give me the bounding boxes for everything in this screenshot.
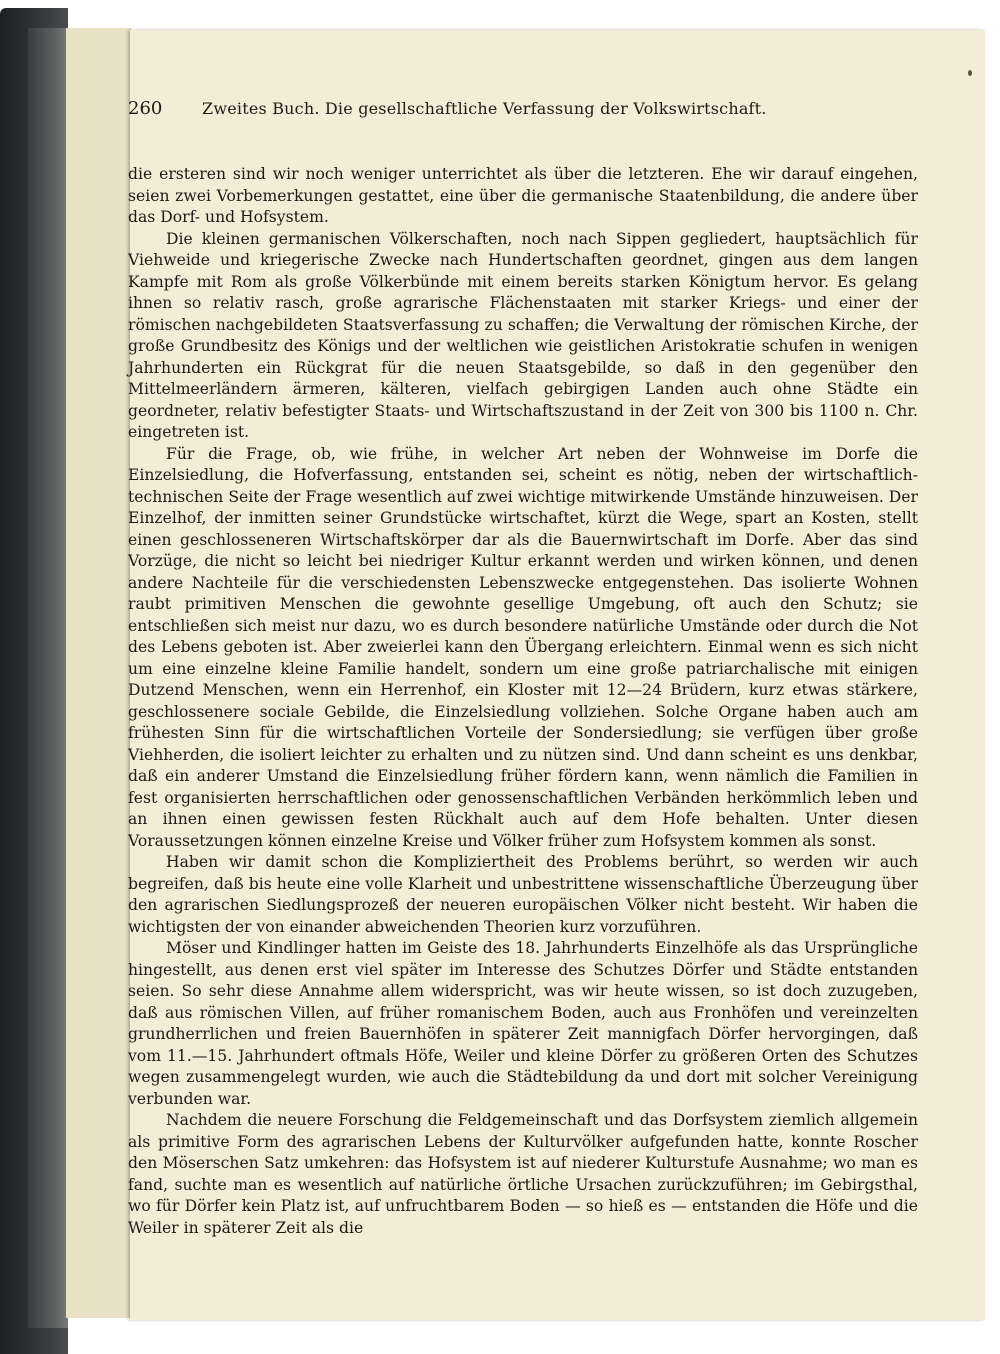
book-spine-edge (28, 28, 68, 1328)
page-header (128, 98, 808, 128)
body-text (128, 164, 918, 1239)
paragraph: Die kleinen germanischen Völkerschaften, noch nach Sippen gegliedert, hauptsächlich für Viehweide und kriegerische Zwecke nach Hundertschaften geordnet, gingen aus dem langen Kampfe mit Rom als große Völkerbünde mit einem bereits starken Königtum hervor. Es gelang ihnen so relativ rasch, große agrarische Flächenstaaten mit starker Kriegs- und einer der römischen nachgebildeten Staatsverfassung zu schaffen; die Verwaltung der römischen Kirche, der große Grundbesitz des Königs und der weltlichen wie geistlichen Aristokratie schufen in wenigen Jahrhunderten ein Rückgrat für die neuen Staatsgebilde, so daß in den gegenüber den Mittelmeerländern ärmeren, kälteren, vielfach gebirgigen Landen auch ohne Städte ein geordneter, relativ befestigter Staats- und Wirtschaftszustand in der Zeit von 300 bis 1100 n. Chr. eingetreten ist. (128, 229, 918, 441)
running-head: Zweites Buch. Die gesellschaftliche Verfassung der Volkswirtschaft. (202, 99, 767, 118)
paragraph: Nachdem die neuere Forschung die Feldgemeinschaft und das Dorfsystem ziemlich allgemein als primitive Form des agrarischen Lebens der Kulturvölker aufgefunden hatte, konnte Roscher den Möserschen Satz umkehren: das Hofsystem ist auf niederer Kulturstufe Ausnahme; wo man es fand, suchte man es wesentlich auf natürliche örtliche Ursachen zurückzuführen; im Gebirgsthal, wo für Dörfer kein Platz ist, auf unfruchtbarem Boden — so hieß es — entstanden die Höfe und die Weiler in späterer Zeit als die (128, 1111, 918, 1237)
paragraph: Möser und Kindlinger hatten im Geiste des 18. Jahrhunderts Einzelhöfe als das Ursprüngliche hingestellt, aus denen erst viel später im Interesse des Schutzes Dörfer und Städte entstanden seien. So sehr diese Annahme allem widerspricht, was wir heute wissen, so ist doch zuzugeben, daß aus römischen Villen, auf früher romanischem Boden, auch aus Fronhöfen und vereinzelten grundherrlichen und freien Bauernhöfen in späterer Zeit mannigfach Dörfer hervorgingen, daß vom 11.—15. Jahrhundert oftmals Höfe, Weiler und kleine Dörfer zu größeren Orten des Schutzes wegen zusammengelegt wurden, wie auch die Städtebildung da und dort mit solcher Vereinigung verbunden war. (128, 939, 918, 1108)
paragraph: die ersteren sind wir noch weniger unterrichtet als über die letzteren. Ehe wir darauf eingehen, seien zwei Vorbemerkungen gestattet, eine über die germanische Staatenbildung, die andere über das Dorf- und Hofsystem. (128, 165, 918, 226)
paragraph: Haben wir damit schon die Kompliziertheit des Problems berührt, so werden wir auch begreifen, daß bis heute eine volle Klarheit und unbestrittene wissenschaftliche Überzeugung über den agrarischen Siedlungsprozeß der neueren europäischen Völker nicht besteht. Wir haben die wichtigsten der von einander abweichenden Theorien kurz vorzuführen. (128, 853, 918, 936)
paragraph: Für die Frage, ob, wie frühe, in welcher Art neben der Wohnweise im Dorfe die Einzelsiedlung, die Hofverfassung, entstanden sei, scheint es nötig, neben der wirtschaftlich-technischen Seite der Frage wesentlich auf zwei wichtige mitwirkende Umstände hinzuweisen. Der Einzelhof, der inmitten seiner Grundstücke wirtschaftet, kürzt die Wege, spart an Kosten, stellt einen geschlosseneren Wirtschaftskörper dar als die Bauernwirtschaft im Dorfe. Aber das sind Vorzüge, die nicht so leicht bei niedriger Kultur erkannt werden und wirken können, und denen andere Nachteile für die verschiedensten Lebenszwecke entgegenstehen. Das isolierte Wohnen raubt primitiven Menschen die gewohnte gesellige Umgebung, oft auch den Schutz; sie entschließen sich meist nur dazu, wo es durch besondere natürliche Umstände oder durch die Not des Lebens geboten ist. Aber zweierlei kann den Übergang erleichtern. Einmal wenn es sich nicht um eine einzelne kleine Familie handelt, sondern um eine große patriarchalische mit einigen Dutzend Menschen, wenn ein Herrenhof, ein Kloster mit 12—24 Brüdern, kurz etwas stärkere, geschlossenere sociale Gebilde, die Einzelsiedlung vollziehen. Solche Organe haben auch am frühesten Sinn für die wirtschaftlichen Vorteile der Sondersiedlung; sie verfügen über große Viehherden, die isoliert leichter zu erhalten und zu nützen sind. Und dann scheint es uns denkbar, daß ein anderer Umstand die Einzelsiedlung früher fördern kann, wenn nämlich die Familien in fest organisierten herrschaftlichen oder genossenschaftlichen Verbänden herkömmlich leben und an ihnen einen gewissen festen Rückhalt auch auf dem Hofe behalten. Unter diesen Voraussetzungen können einzelne Kreise und Völker früher zum Hofsystem kommen als sonst. (128, 444, 918, 850)
page-number: 260 (128, 98, 163, 119)
ink-spot (968, 70, 972, 76)
